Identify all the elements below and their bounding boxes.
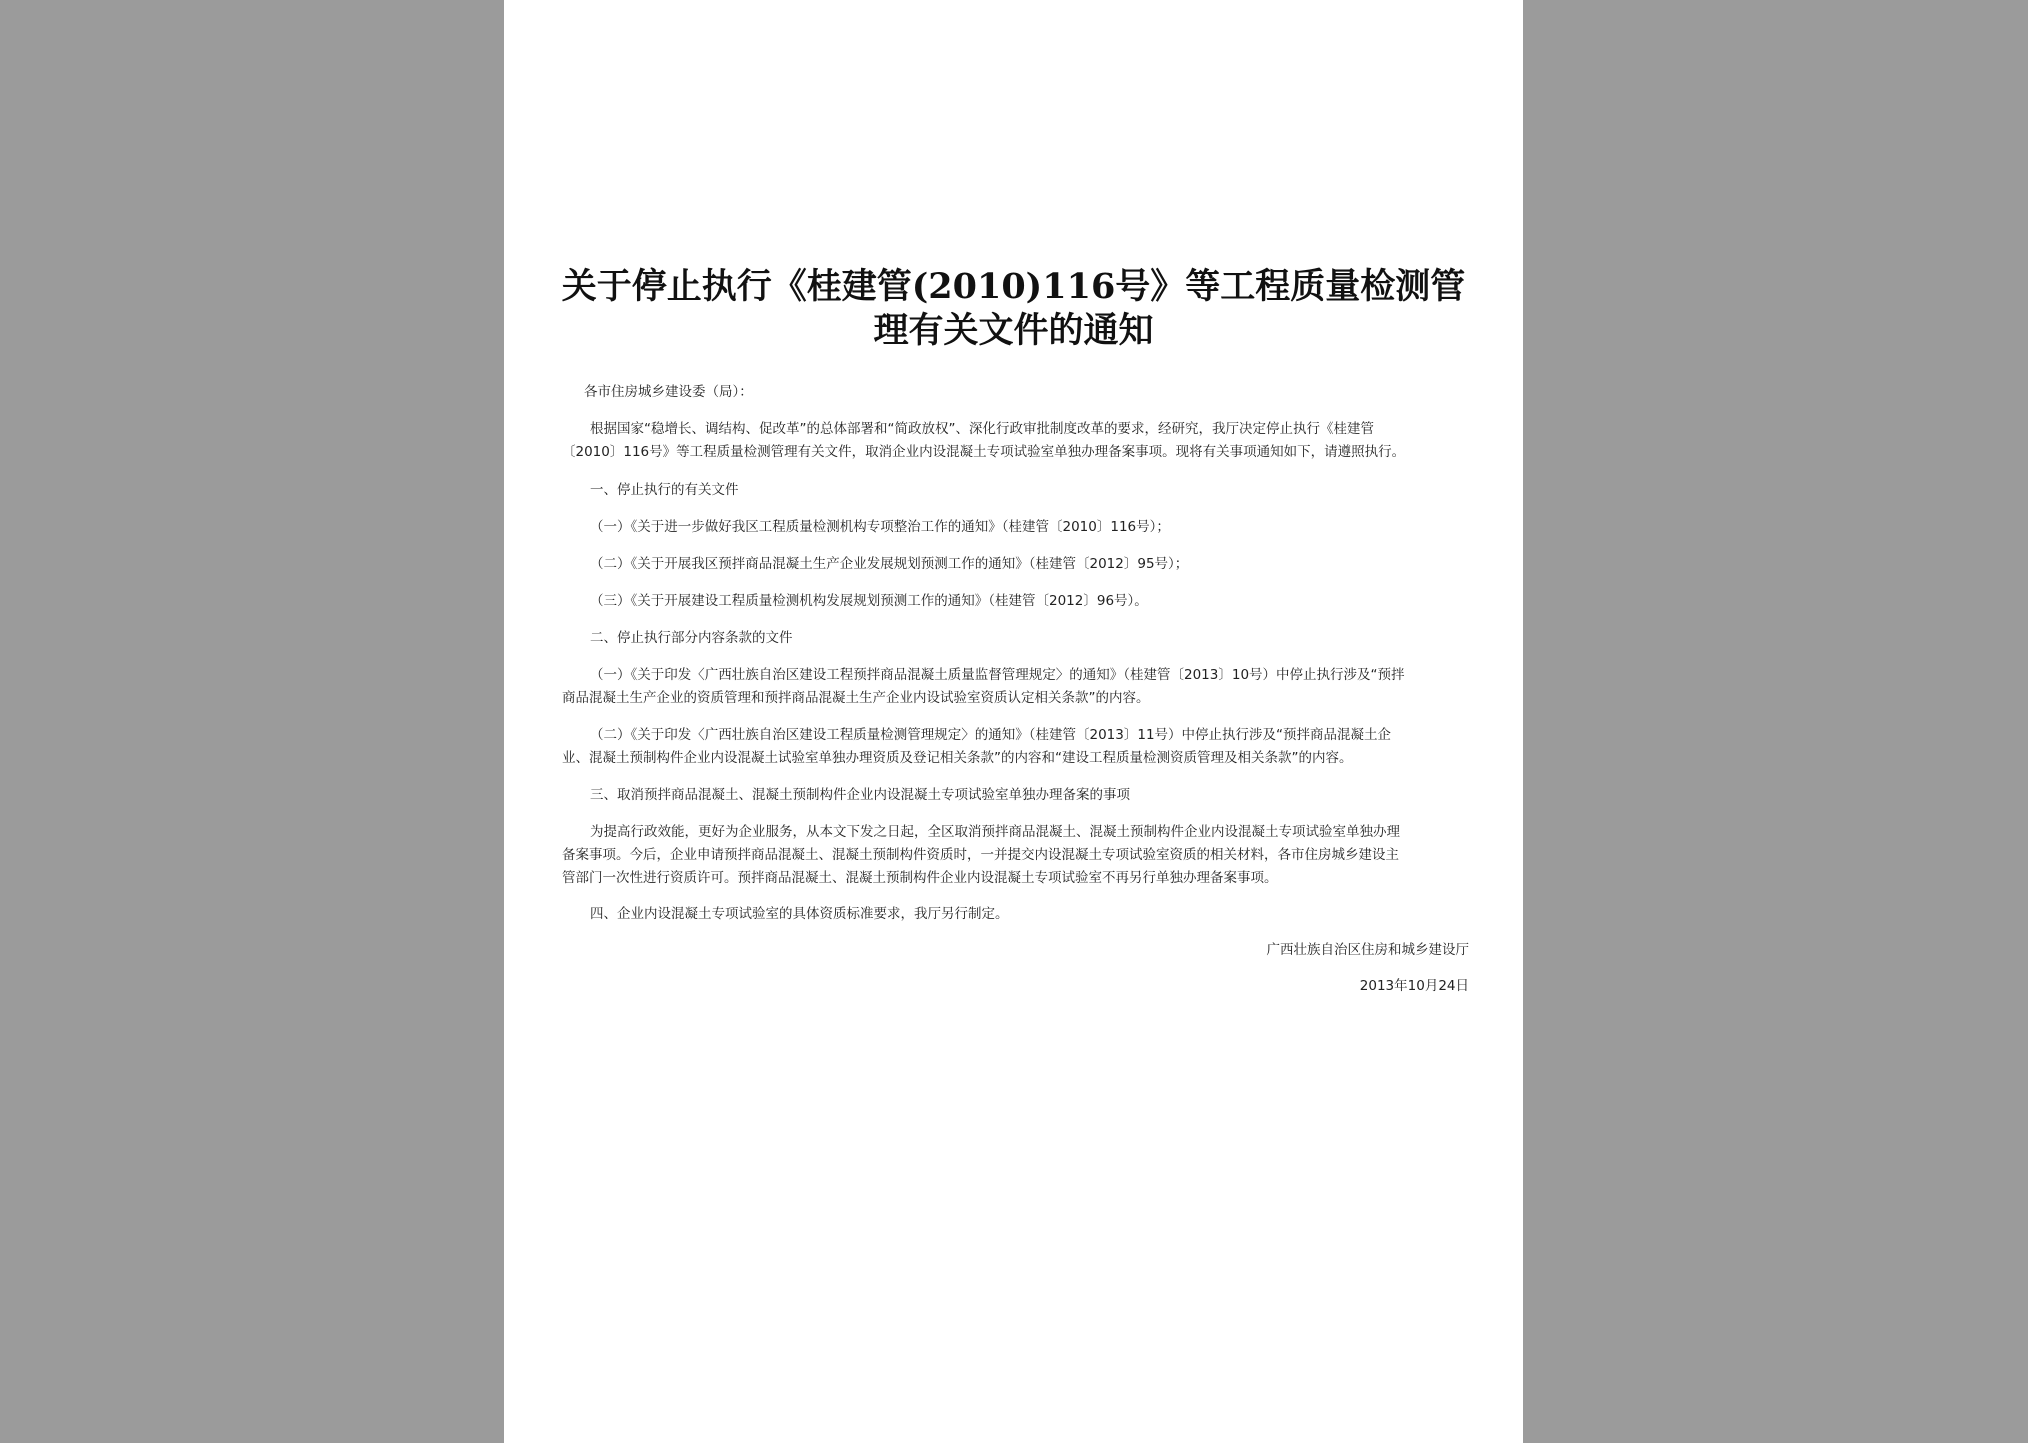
section-2-item-2-line-2: 业、混凝土预制构件企业内设混凝土试验室单独办理资质及登记相关条款”的内容和“建设工程质量检测资质管理及相关条款”的内容。 [562,750,1353,766]
section-2-item-1-line-1: （一）《关于印发〈广西壮族自治区建设工程预拌商品混凝土质量监督管理规定〉的通知》（桂建管〔2013〕10号）中停止执行涉及“预拌 [590,667,1405,683]
document-title-line-2: 理有关文件的通知 [873,310,1154,351]
intro-line-2: 〔2010〕116号》等工程质量检测管理有关文件，取消企业内设混凝土专项试验室单独办理备案事项。现将有关事项通知如下，请遵照执行。 [562,444,1406,460]
section-2-heading: 二、停止执行部分内容条款的文件 [590,630,793,646]
section-1-item-1: （一）《关于进一步做好我区工程质量检测机构专项整治工作的通知》（桂建管〔2010〕116号）； [590,519,1170,535]
section-3-paragraph-line-1: 为提高行政效能，更好为企业服务，从本文下发之日起，全区取消预拌商品混凝土、混凝土预制构件企业内设混凝土专项试验室单独办理 [590,824,1400,840]
section-1-item-3: （三）《关于开展建设工程质量检测机构发展规划预测工作的通知》（桂建管〔2012〕96号）。 [590,593,1148,609]
section-1-item-2: （二）《关于开展我区预拌商品混凝土生产企业发展规划预测工作的通知》（桂建管〔2012〕95号）； [590,556,1189,572]
document-page [504,0,1523,1443]
issuer: 广西壮族自治区住房和城乡建设厅 [1266,942,1469,958]
section-3-paragraph-line-3: 管部门一次性进行资质许可。预拌商品混凝土、混凝土预制构件企业内设混凝土专项试验室不再另行单独办理备案事项。 [562,870,1278,886]
section-4: 四、企业内设混凝土专项试验室的具体资质标准要求，我厅另行制定。 [590,906,1009,922]
section-2-item-1-line-2: 商品混凝土生产企业的资质管理和预拌商品混凝土生产企业内设试验室资质认定相关条款”的内容。 [562,690,1150,706]
intro-line-1: 根据国家“稳增长、调结构、促改革”的总体部署和“简政放权”、深化行政审批制度改革的要求，经研究，我厅决定停止执行《桂建管 [590,421,1374,437]
document-title-line-1: 关于停止执行《桂建管(2010)116号》等工程质量检测管 [561,266,1466,307]
section-1-heading: 一、停止执行的有关文件 [590,482,739,498]
issue-date: 2013年10月24日 [1359,978,1469,994]
section-3-heading: 三、取消预拌商品混凝土、混凝土预制构件企业内设混凝土专项试验室单独办理备案的事项 [590,787,1130,803]
salutation: 各市住房城乡建设委（局）： [584,384,753,400]
section-3-paragraph-line-2: 备案事项。今后，企业申请预拌商品混凝土、混凝土预制构件资质时，一并提交内设混凝土专项试验室资质的相关材料，各市住房城乡建设主 [562,847,1399,863]
section-2-item-2-line-1: （二）《关于印发〈广西壮族自治区建设工程质量检测管理规定〉的通知》（桂建管〔2013〕11号）中停止执行涉及“预拌商品混凝土企 [590,727,1392,743]
